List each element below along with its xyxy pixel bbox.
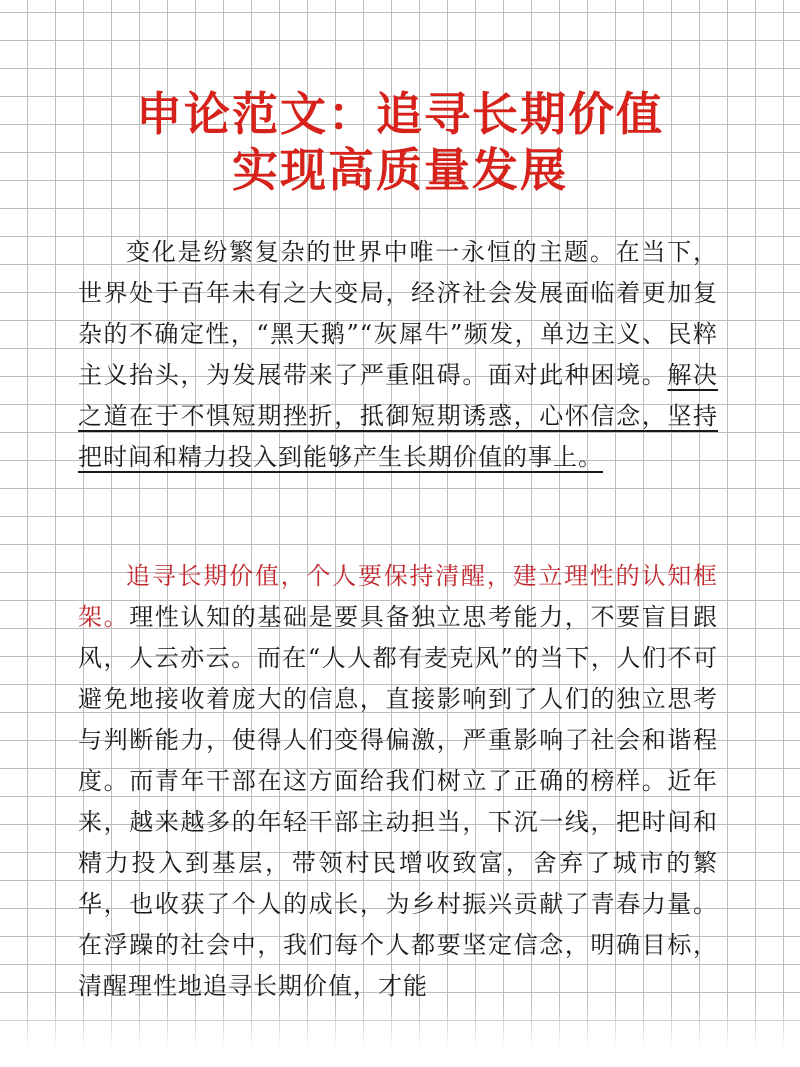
paragraph-intro-text: 变化是纷繁复杂的世界中唯一永恒的主题。在当下，世界处于百年未有之大变局，经济社会发展面临着更加复杂的不确定性，“黑天鹅”“灰犀牛”频发，单边主义、民粹主义抬头，为发展带来了严重阻碍。面对此种困境。 [78,238,718,389]
paragraph-intro [78,232,718,478]
page-title-line-2: 实现高质量发展 [232,143,568,197]
red-topic-sentence: 追寻长期价值，个人要保持清醒，建立理性的认知框架。 [78,562,718,631]
paragraph-argument-1-text: 理性认知的基础是要具备独立思考能力，不要盲目跟风，人云亦云。而在“人人都有麦克风”的当下，人们不可避免地接收着庞大的信息，直接影响到了人们的独立思考与判断能力，使得人们变得偏激，严重影响了社会和谐程度。而青年干部在这方面给我们树立了正确的榜样。近年来，越来越多的年轻干部主动担当，下沉一线，把时间和精力投入到基层，带领村民增收致富，舍弃了城市的繁华，也收获了个人的成长，为乡村振兴贡献了青春力量。在浮躁的社会中，我们每个人都要坚定信念，明确目标，清醒理性地追寻长期价值，才能 [78,603,718,1000]
underlined-thesis: 解决之道在于不惧短期挫折，抵御短期诱惑，心怀信念，坚持把时间和精力投入到能够产生长期价值的事上。 [78,361,718,471]
paragraph-argument-1 [78,556,718,1007]
page-title-line-1: 申论范文：追寻长期价值 [136,87,664,141]
